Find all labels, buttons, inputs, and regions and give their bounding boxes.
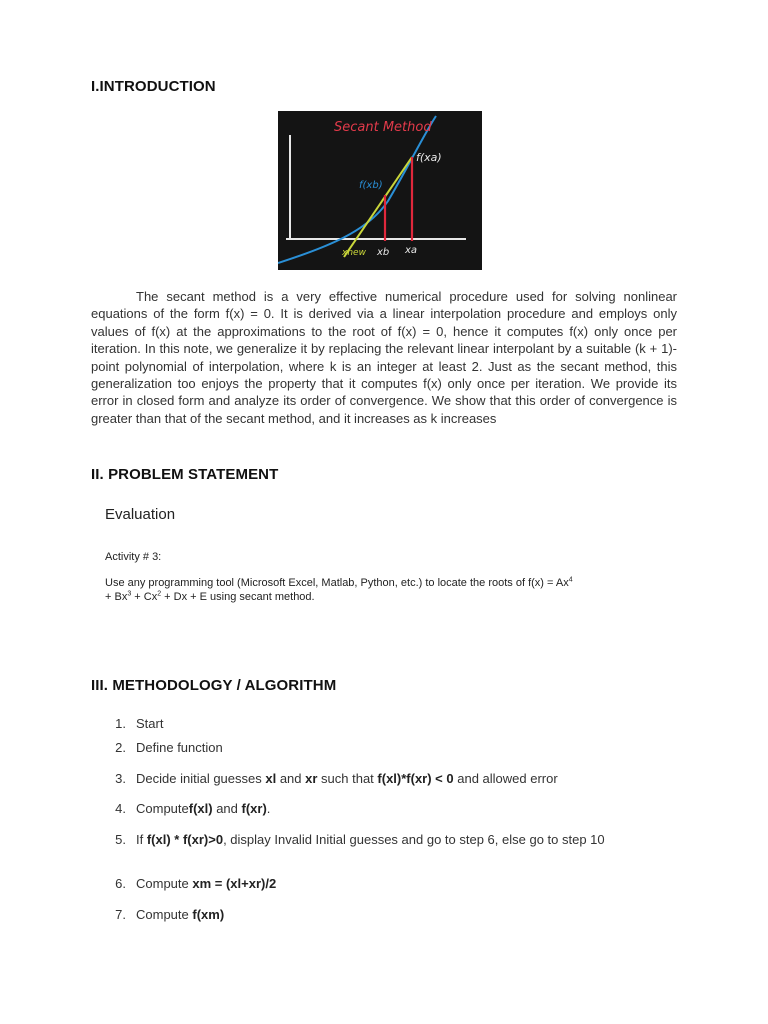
label-x-a: xa [405,245,418,256]
step-text-bold: f(xr) [241,801,267,816]
evaluation-title: Evaluation [105,506,176,523]
step-number: 6. [115,876,126,891]
step-text [136,740,666,755]
step-text [136,876,666,891]
label-x-b: xb [377,247,390,258]
exponent-3: 3 [127,590,132,598]
step-text [136,771,666,786]
figure-title: Secant Method [334,120,432,135]
step-number: 5. [115,832,126,847]
section-heading-methodology: III. METHODOLOGY / ALGORITHM [91,677,337,694]
step-number: 3. [115,771,126,786]
step-text-part: Compute [136,801,189,816]
activity-text-part-1: Use any programming tool (Microsoft Excel, Matlab, Python, etc.) to locate the roots of f(x) = Ax [105,577,569,589]
step-text-part: Compute [136,876,193,891]
activity-text-part-4: + Dx + E using secant method. [161,591,315,603]
step-text-part: Define function [136,740,223,755]
step-text-part: Compute [136,907,193,922]
activity-text [105,576,680,604]
step-text [136,832,666,847]
step-text-part: and [276,771,306,786]
introduction-paragraph: The secant method is a very effective numerical procedure used for solving nonlinear equations of the form f(x) = 0. It is derived via a linear interpolation procedure and employs only values of f(x) at the approximations to the root of f(x) = 0, hence it computes f(x) only once per iteration. In this note, we generalize it by replacing the relevant linear interpolant by a suitable (k + 1)- point polynomial of interpolation, where k is an integer at least 2. Just as the secant method, this generalization too enjoys the property that it computes f(x) only once per iteration. We provide its error in closed form and analyze its order of convergence. We show that this order of convergence is greater than that of the secant method, and it increases as k increases [91,289,677,426]
step-text-part: Decide initial guesses [136,771,266,786]
section-heading-problem-statement: II. PROBLEM STATEMENT [91,466,279,483]
label-x-new: xnew [342,248,366,258]
step-text-part: such that [317,771,378,786]
activity-text-part-2: + Bx [105,591,128,603]
activity-text-part-3: + Cx [131,591,158,603]
step-text-bold: f(xl)*f(xr) < 0 [377,771,454,786]
step-text-bold: xl [265,771,277,786]
label-f-xb: f(xb) [359,180,383,191]
step-text [136,907,666,922]
step-text-part: and [212,801,242,816]
section-heading-introduction: I.INTRODUCTION [91,78,216,95]
activity-label: Activity # 3: [105,551,162,563]
step-text-bold: xm = (xl+xr)/2 [192,876,277,891]
exponent-4: 4 [568,576,573,584]
step-text-bold: f(xl) [188,801,213,816]
step-text-part: and allowed error [453,771,558,786]
step-text-bold: f(xl) * f(xr)>0 [146,832,224,847]
step-text [136,801,666,816]
step-number: 2. [115,740,126,755]
step-text-part: . [266,801,271,816]
step-text-bold: f(xm) [192,907,225,922]
step-text-part: If [136,832,147,847]
exponent-2: 2 [157,590,162,598]
step-text-bold: xr [305,771,318,786]
step-text [136,716,666,731]
secant-method-graph [278,111,482,270]
step-number: 1. [115,716,126,731]
step-text-part: Start [136,716,164,731]
label-f-xa: f(xa) [416,151,442,164]
step-number: 7. [115,907,126,922]
step-number: 4. [115,801,126,816]
step-text-part: , display Invalid Initial guesses and go to step 6, else go to step 10 [223,832,605,847]
secant-method-figure [278,111,482,270]
